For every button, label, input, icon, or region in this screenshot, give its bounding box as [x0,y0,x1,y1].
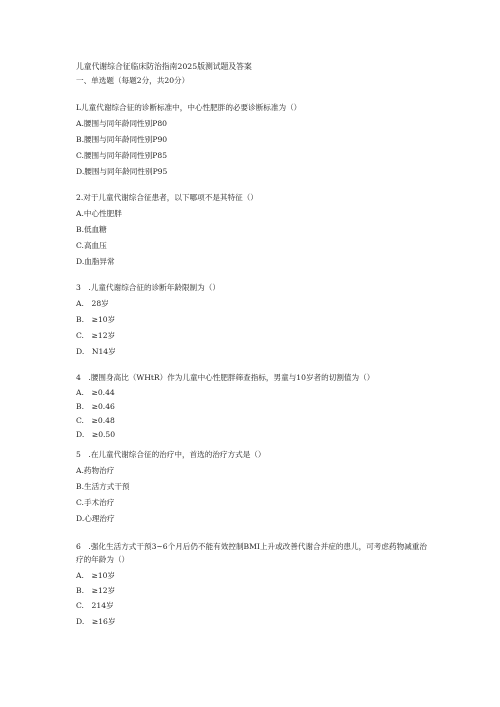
question-option: D.心理治疗 [76,514,115,523]
question-option: B.腰围与同年龄同性别P90 [76,135,168,144]
question-option: B.生活方式干预 [76,482,130,491]
question-option: C. ≥0.48 [76,416,115,425]
question-option: C. 214岁 [76,601,114,610]
question-option: D. ≥16岁 [76,617,116,626]
question-option: C.手术治疗 [76,498,115,507]
section-heading: 一、单选题（每题2分，共20分） [76,76,190,85]
question-stem: 5 .在儿童代谢综合征的治疗中，首选的治疗方式是（） [76,450,266,459]
question-stem: 4 .腰围身高比（WHtR）作为儿童中心性肥胖筛查指标，男童与10岁者的切割值为（） [76,373,375,382]
question-option: A. ≥0.44 [76,388,115,397]
question-option: B. ≥0.46 [76,402,115,411]
question-option: C.高血压 [76,241,107,250]
question-option: B.低血糖 [76,225,107,234]
question-option: D. N14岁 [76,347,116,356]
question-option: A. ≥10岁 [76,571,116,580]
question-option: B. ≥10岁 [76,315,116,324]
question-stem: 2.对于儿童代谢综合征患者，以下哪项不是其特征（） [76,193,258,202]
question-option: D.腰围与同年龄同性别P95 [76,167,168,176]
question-stem: L儿童代谢综合征的诊断标准中，中心性肥胖的必要诊断标准为（） [76,103,302,112]
question-option: A.腰围与同年龄同性别P80 [76,119,168,128]
question-option: C.腰围与同年龄同性别P85 [76,151,168,160]
question-option: A.药物治疗 [76,466,115,475]
question-stem: 3 .儿童代谢综合征的诊断年龄限制为（） [76,283,220,292]
question-stem: 6 .强化生活方式干预3~6个月后仍不能有效控制BMI上升或改善代谢合并症的患儿，可考虑药物减重治疗的年龄为（） [76,542,427,564]
question-option: A. 28岁 [76,299,109,308]
question-option: C. ≥12岁 [76,331,116,340]
question-option: D. ≥0.50 [76,430,116,439]
document-title: 儿童代谢综合征临床防治指南2025版测试题及答案 [76,62,252,71]
question-option: D.血脂异常 [76,257,115,266]
question-option: B. ≥12岁 [76,586,116,595]
question-option: A.中心性肥胖 [76,209,122,218]
